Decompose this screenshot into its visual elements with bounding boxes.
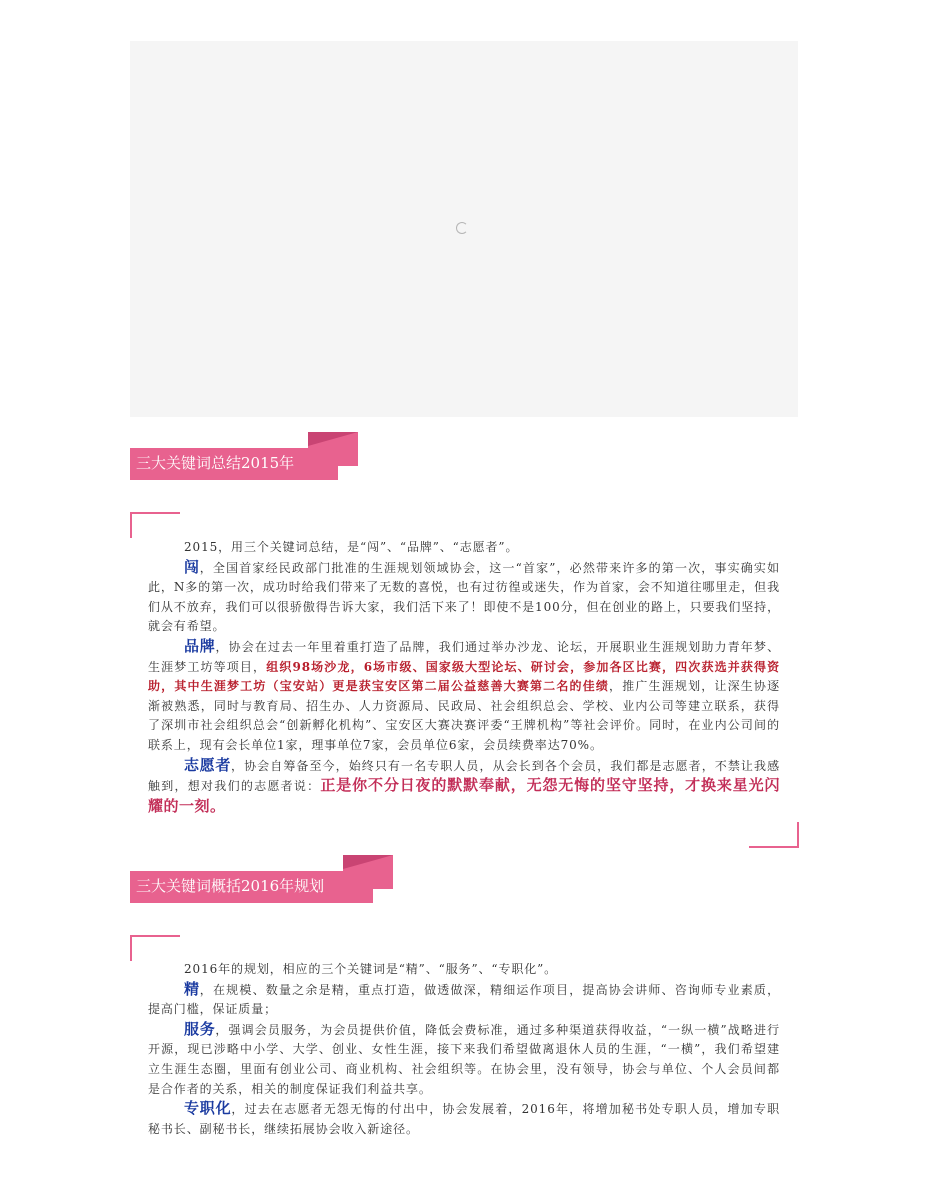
corner-decoration (749, 822, 799, 848)
intro-paragraph: 2016年的规划，相应的三个关键词是“精”、“服务”、“专职化”。 (184, 962, 558, 976)
paragraph-professional (148, 1099, 780, 1139)
keyword: 精 (184, 979, 200, 998)
banner-fold (308, 432, 358, 446)
keyword: 服务 (184, 1019, 216, 1038)
corner-decoration (130, 935, 180, 961)
intro-paragraph: 2015，用三个关键词总结，是“闯”、“品牌”、“志愿者”。 (184, 540, 519, 554)
paragraph-text: ，协会自筹备至今，始终只有一名专职人员，从会长到各个会员，我们都是志愿者，不禁让我感触到，想对我们的志愿者说： (148, 758, 780, 794)
paragraph-brand (148, 637, 780, 756)
paragraph-text: ，全国首家经民政部门批准的生涯规划领域协会，这一“首家”，必然带来许多的第一次，事实确实如此，N多的第一次，成功时给我们带来了无数的喜悦，也有过彷徨或迷失，作为首家，会不知道往哪里走，但我们从不放弃，我们可以很骄傲得告诉大家，我们活下来了！即使不是100分，但在创业的路上，只要我们坚持，就会有希望。 (148, 560, 780, 634)
quote-highlight: 正是你不分日夜的默默奉献，无怨无悔的坚守坚持，才换来星光闪耀的一刻。 (148, 776, 780, 815)
corner-decoration (130, 512, 180, 538)
paragraph-text: ，强调会员服务，为会员提供价值，降低会费标准，通过多种渠道获得收益，“一纵一横”战略进行开源，现已涉略中小学、大学、创业、女性生涯，接下来我们希望做离退休人员的生涯，“一横”，我们希望建立生涯生态圈，里面有创业公司、商业机构、社会组织等。在协会里，没有领导，协会与单位、个人会员间都是合作者的关系，相关的制度保证我们利益共享。 (148, 1022, 780, 1096)
highlight-text: 组织98场沙龙，6场市级、国家级大型论坛、研讨会，参加各区比赛，四次获选并获得资助，其中生涯梦工坊（宝安站）更是获宝安区第二届公益慈善大赛第二名的佳绩 (148, 659, 780, 694)
keyword: 闯 (184, 557, 200, 576)
section-title-2015: 三大关键词总结2015年 (130, 448, 338, 480)
keyword: 品牌 (184, 636, 216, 655)
paragraph-text: ，协会在过去一年里着重打造了品牌，我们通过举办沙龙、论坛，开展职业生涯规划助力青年梦、生涯梦工坊等项目， (148, 639, 780, 674)
keyword: 志愿者 (184, 755, 232, 774)
banner-fold (343, 855, 393, 869)
keyword: 专职化 (184, 1099, 232, 1118)
paragraph-volunteer (148, 756, 780, 818)
paragraph-text: ，在规模、数量之余是精，重点打造，做透做深，精细运作项目，提高协会讲师、咨询师专业素质，提高门槛，保证质量； (148, 982, 780, 1017)
section-body-2015 (148, 538, 780, 817)
loading-spinner-icon (456, 222, 468, 234)
paragraph-text: ，推广生涯规划，让深生协逐渐被熟悉，同时与教育局、招生办、人力资源局、民政局、社会组织总会、学校、业内公司等建立联系，获得了深圳市社会组织总会“创新孵化机构”、宝安区大赛决赛评委“王牌机构”等社会评价。同时，在业内公司间的联系上，现有会长单位1家，理事单位7家，会员单位6家，会员续费率达70%。 (148, 679, 780, 752)
section-body-2016 (148, 960, 780, 1139)
paragraph-service (148, 1020, 780, 1099)
paragraph-text: ，过去在志愿者无怨无悔的付出中，协会发展着，2016年，将增加秘书处专职人员，增加专职秘书长、副秘书长，继续拓展协会收入新途径。 (148, 1102, 780, 1136)
section-title-2016: 三大关键词概括2016年规划 (130, 871, 373, 903)
paragraph-jing (148, 980, 780, 1020)
paragraph-chuang (148, 558, 780, 637)
